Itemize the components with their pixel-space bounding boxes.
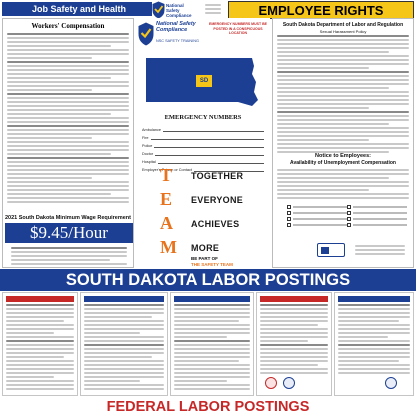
sd-dept-subtitle: Sexual Harassment Policy — [319, 29, 367, 34]
team-letter: A — [160, 213, 173, 233]
sd-dept-logo — [317, 243, 345, 257]
team-word: ACHIEVES — [191, 219, 240, 229]
team-footer — [191, 256, 269, 267]
emergency-field: Hospital — [142, 156, 264, 164]
state-postings-banner: SOUTH DAKOTA LABOR POSTINGS — [0, 269, 416, 291]
team-letter: T — [160, 165, 173, 185]
checkbox-item — [347, 223, 407, 227]
team-word: EVERYONE — [191, 195, 244, 205]
nsc-logo-large — [138, 20, 202, 50]
notice-subtitle: Availability of Unemployment Compensation — [290, 160, 396, 166]
emergency-field: Employer's Poison or Contact — [142, 164, 264, 172]
agency-seal-icon — [385, 377, 397, 389]
team-letter: E — [160, 189, 173, 209]
federal-poster-panel — [334, 292, 414, 396]
nsc-logo-sub: NSC SAFETY TRAINING — [156, 39, 199, 43]
notice-title: Notice to Employees: — [315, 153, 371, 159]
team-footer-suffix: THE SAFETY TEAM — [191, 261, 233, 267]
checkbox-item — [287, 223, 347, 227]
federal-poster-panel — [80, 292, 168, 396]
emergency-field: Doctor — [142, 148, 264, 156]
emergency-team-panel — [136, 18, 270, 268]
min-wage-notes — [7, 247, 131, 267]
emergency-note: EMERGENCY NUMBERS MUST BE POSTED IN A CONSPICUOUS LOCATION — [209, 22, 267, 35]
federal-postings-banner: FEDERAL LABOR POSTINGS — [0, 398, 416, 416]
state-badge: SD — [195, 74, 213, 88]
federal-poster-panel — [2, 292, 78, 396]
notice-text — [273, 169, 413, 201]
team-word: MORE — [191, 243, 220, 253]
emergency-field: Police — [142, 140, 264, 148]
checkbox-item — [347, 205, 407, 209]
workers-comp-text — [3, 33, 133, 205]
team-word: TOGETHER — [191, 171, 244, 181]
agency-seal-icon — [265, 377, 277, 389]
shield-icon — [138, 22, 154, 46]
emergency-field: Ambulance — [142, 124, 264, 132]
agency-seal-icon — [283, 377, 295, 389]
team-footer-prefix: BE PART OF — [191, 256, 218, 261]
emergency-title: EMERGENCY NUMBERS — [164, 114, 242, 121]
federal-postings-section — [0, 292, 416, 398]
shield-icon — [152, 1, 165, 19]
sd-dept-footer — [277, 243, 411, 265]
min-wage-value: $9.45/Hour — [5, 223, 133, 243]
workers-comp-title: Workers' Compensation — [31, 22, 105, 30]
team-letter: M — [160, 237, 177, 257]
checkbox-item — [287, 217, 347, 221]
south-dakota-map — [140, 52, 266, 110]
checkbox-item — [347, 217, 407, 221]
workers-comp-panel — [2, 18, 134, 268]
checkbox-item — [347, 211, 407, 215]
nsc-logo — [152, 1, 197, 19]
sd-dept-title: South Dakota Department of Labor and Regulation — [282, 22, 404, 28]
header-text-lines — [205, 4, 221, 16]
nsc-logo-text: National Safety Compliance — [166, 3, 192, 18]
employee-rights-banner: EMPLOYEE RIGHTS — [228, 1, 414, 19]
federal-poster-panel — [170, 292, 254, 396]
checkbox-item — [287, 211, 347, 215]
federal-poster-panel — [256, 292, 332, 396]
checkbox-list — [287, 205, 407, 227]
checkbox-item — [287, 205, 347, 209]
emergency-field: Fire — [142, 132, 264, 140]
job-safety-header: Job Safety and Health — [2, 2, 152, 16]
sexual-harassment-panel — [272, 18, 414, 268]
nsc-logo-title: National Safety Compliance — [156, 21, 196, 33]
policy-text — [273, 35, 413, 155]
min-wage-label: 2021 South Dakota Minimum Wage Requirement — [4, 215, 131, 221]
